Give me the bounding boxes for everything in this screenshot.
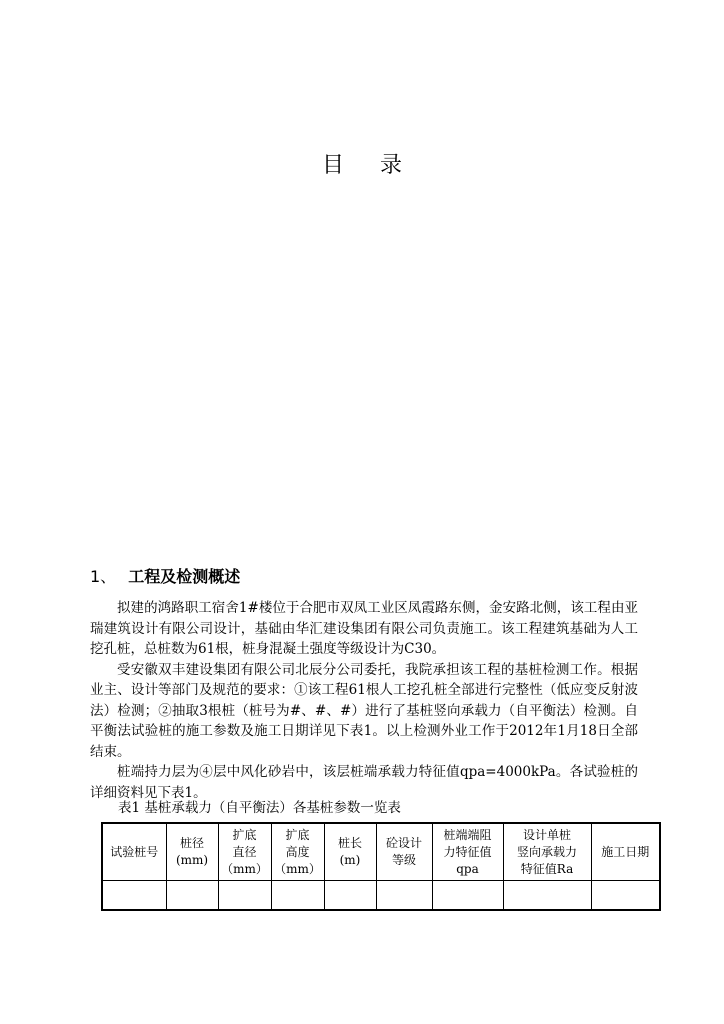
table-cell (166, 881, 218, 911)
paragraph: 桩端持力层为④层中风化砂岩中，该层桩端承载力特征值qpa=4000kPa。各试验桩的详细资料见下表1。 (90, 764, 638, 801)
table-cell (218, 881, 271, 911)
paragraph: 受安徽双丰建设集团有限公司北辰分公司委托，我院承担该工程的基桩检测工作。根据业主、设计等部门及规范的要求：①该工程61根人工挖孔桩全部进行完整性（低应变反射波法）检测；②抽取3根桩（桩号为#、#、#）进行了基桩竖向承载力（自平衡法）检测。自平衡法试验桩的施工参数及施工日期详见下表1。以上检测外业工作于2012年1月18日全部结束。 (90, 661, 638, 760)
section-body (90, 598, 638, 803)
paragraph: 拟建的鸿路职工宿舍1#楼位于合肥市双凤工业区凤霞路东侧，金安路北侧，该工程由亚瑞建筑设计有限公司设计，基础由华汇建设集团有限公司负责施工。该工程建筑基础为人工挖孔桩，总桩数为61根，桩身混凝土强度等级设计为C30。 (90, 600, 638, 657)
section-title: 工程及检测概述 (128, 567, 241, 586)
header-cell: 桩径 (mm) (166, 823, 218, 881)
pile-parameter-table (101, 822, 661, 911)
toc-title (0, 148, 724, 179)
toc-title-char: 录 (380, 153, 403, 178)
table-cell (503, 881, 591, 911)
header-cell: 施工日期 (591, 823, 660, 881)
header-cell: 砼设计 等级 (376, 823, 432, 881)
header-cell: 桩长 (m) (324, 823, 376, 881)
table-cell (432, 881, 503, 911)
table-row (102, 881, 660, 911)
section-heading (90, 564, 240, 587)
header-cell: 桩端端阻 力特征值 qpa (432, 823, 503, 881)
header-cell: 扩底 直径 （mm） (218, 823, 271, 881)
table-cell (591, 881, 660, 911)
header-cell: 设计单桩 竖向承载力 特征值Ra (503, 823, 591, 881)
table-cell (102, 881, 166, 911)
table-cell (324, 881, 376, 911)
table-header-row (102, 823, 660, 881)
table-cell (271, 881, 324, 911)
header-cell: 扩底 高度 （mm） (271, 823, 324, 881)
table-caption: 表1 基桩承载力（自平衡法）各基桩参数一览表 (118, 800, 401, 816)
header-cell: 试验桩号 (102, 823, 166, 881)
section-number: 1、 (90, 567, 117, 586)
toc-title-char: 目 (321, 153, 344, 178)
table-cell (376, 881, 432, 911)
